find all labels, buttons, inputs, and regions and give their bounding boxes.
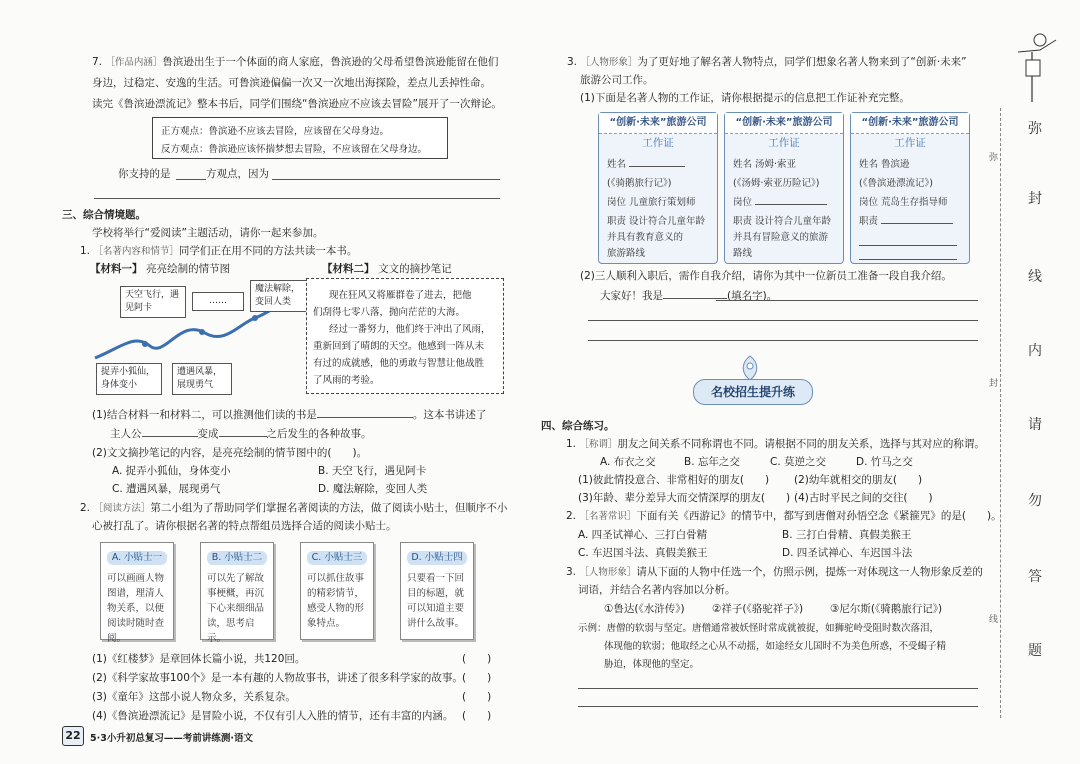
tip-body-c: 可以抓住故事的精彩情节，感受人物的形象特点。	[307, 573, 365, 629]
tip-body-a: 可以画画人物图谱，理清人物关系，以便阅读时随时查阅。	[107, 573, 165, 644]
answer-blank-1[interactable]	[578, 688, 978, 689]
card1-row6: 旅游路线	[607, 248, 646, 259]
margin-char-4: 内	[1028, 343, 1042, 359]
margin-char-3: 线	[1028, 269, 1042, 285]
example-line3: 胁迫，体现他的坚定。	[604, 659, 700, 670]
xyj-opt-d[interactable]: D. 四圣试禅心、车迟国斗法	[782, 547, 913, 559]
r-q3-line2: 旅游公司工作。	[580, 74, 654, 86]
q7-line1: 7. ［作品内涵］鲁滨逊出生于一个体面的商人家庭，鲁滨逊的父母希望鲁滨逊能留在他们	[92, 56, 499, 68]
card3-row1: 姓名 鲁滨逊	[859, 159, 910, 170]
card3-sub: 工作证	[894, 137, 926, 149]
title-opt-b: B. 忘年之交	[684, 456, 740, 468]
card3-head: “创新·未来”旅游公司	[851, 113, 969, 134]
note-line-6: 了风雨的考验。	[313, 375, 380, 386]
s4q3-line2: 词语，并结合名著内容加以分析。	[578, 584, 736, 596]
plot-bubble-e: 遭遇风暴，展现勇气	[172, 363, 232, 395]
footer-title: 5·3小升初总复习——考前讲练测·语文	[90, 733, 253, 744]
plot-bubble-c: 魔法解除，变回人类	[250, 280, 308, 312]
margin-char-6: 勿	[1028, 493, 1042, 509]
tip-item-4: (4)《鲁滨逊漂流记》是冒险小说，不仅有引人入胜的情节，还有丰富的内涵。	[92, 710, 454, 722]
note-line-2: 们刮得七零八落，抛向茫茫的大海。	[313, 307, 466, 318]
card1-sub: 工作证	[642, 137, 674, 149]
card3-blank-3[interactable]	[859, 259, 957, 260]
margin-char-7: 答	[1028, 569, 1042, 585]
tip-item-1: (1)《红楼梦》是章回体长篇小说，共120回。	[92, 653, 306, 665]
tip-item-2: (2)《科学家故事100个》是一本有趣的人物故事书，讲述了很多科学家的故事。	[92, 672, 463, 684]
answer-paren-4[interactable]: ( )	[462, 710, 492, 722]
answer-paren-1[interactable]: ( )	[462, 653, 492, 665]
section3-intro: 学校将举行“爱阅读”主题活动，请你一起来参加。	[92, 227, 324, 239]
tip-body-d: 只要看一下回目的标题，就可以知道主要讲什么故事。	[407, 573, 465, 629]
rocket-icon	[728, 354, 772, 382]
answer-paren-3[interactable]: ( )	[462, 691, 492, 703]
margin-small-3: 线	[989, 615, 999, 625]
relation-2[interactable]: (2)幼年就相交的朋友( )	[794, 474, 923, 486]
relation-4[interactable]: (4)古时平民之间的交往( )	[794, 492, 933, 504]
promo-banner: 名校招生提升练	[693, 379, 813, 405]
card3-row4: 职责	[859, 213, 953, 227]
card3-row3: 岗位 荒岛生存指导师	[859, 197, 948, 208]
s4q1-line: 1. ［称谓］朋友之间关系不同称谓也不同。请根据不同的朋友关系，选择与其对应的称谓。	[566, 438, 985, 450]
card2-row4: 职责 设计符合儿童年龄	[733, 216, 832, 227]
s3q2-line2: 心被打乱了。请你根据名著的特点帮组员选择合适的阅读小贴士。	[92, 520, 397, 532]
example-line1: 示例：唐僧的软弱与坚定。唐僧通常被妖怪时常成就被捉，如狮驼岭受阻时数次落泪，	[578, 623, 940, 634]
pro-view: 正方观点：鲁滨逊不应该去冒险，应该留在父母身边。	[161, 126, 390, 137]
page-number: 22	[62, 726, 84, 746]
title-opt-c: C. 莫逆之交	[770, 456, 827, 468]
xyj-opt-c[interactable]: C. 车迟国斗法、真假美猴王	[578, 547, 708, 559]
intro-line: 大家好！我是 (填名字)。	[600, 290, 778, 302]
example-line2: 体现他的软弱；他取经之心从不动摇，如途经女儿国时不为美色所惑，不受蝎子精	[604, 641, 947, 652]
tip-title-c: C. 小贴士三	[307, 551, 367, 565]
relation-1[interactable]: (1)彼此情投意合、非常相好的朋友( )	[578, 474, 770, 486]
s4q2-line: 2. ［名著常识］下面有关《西游记》的情节中，都写到唐僧对孙悟空念《紧箍咒》的是( )。	[566, 510, 1002, 522]
card1-row5: 并具有教育意义的	[607, 232, 684, 243]
tip-title-b: B. 小贴士二	[207, 551, 267, 565]
support-reason-blank-2[interactable]	[94, 198, 500, 199]
option-b[interactable]: B. 天空飞行，遇见阿卡	[318, 465, 427, 477]
s3q2-line1: 2. ［阅读方法］第二小组为了帮助同学们掌握名著阅读的方法，做了阅读小贴士，但顺序不小	[80, 502, 508, 514]
s1-line2: 主人公 变成 之后发生的各种故事。	[110, 428, 372, 440]
r-q3-sub1: (1)下面是名著人物的工作证，请你根据提示的信息把工作证补充完整。	[580, 92, 910, 104]
card1-row4: 职责 设计符合儿童年龄	[607, 216, 706, 227]
card2-row6: 路线	[733, 248, 753, 259]
char-1: ①鲁达(《水浒传》)	[604, 603, 685, 615]
q7-line3: 读完《鲁滨逊漂流记》整本书后，同学们围绕“鲁滨逊应不应该去冒险”展开了一次辩论。	[92, 98, 502, 110]
relation-3[interactable]: (3)年龄、辈分差异大而交情深厚的朋友( )	[578, 492, 791, 504]
tip-body-b: 可以先了解故事梗概，再沉下心来细细品读，思考启示。	[207, 573, 265, 644]
option-c[interactable]: C. 遭遇风暴，展现勇气	[112, 483, 221, 495]
note-box	[306, 278, 504, 394]
tip-card-c	[300, 542, 374, 640]
plot-bubble-b: ……	[192, 292, 244, 311]
margin-small-2: 封	[989, 379, 999, 389]
tip-title-d: D. 小贴士四	[407, 551, 467, 565]
title-opt-d: D. 竹马之交	[856, 456, 913, 468]
card1-row3: 岗位 儿童旅行策划师	[607, 197, 696, 208]
work-card-3	[850, 112, 970, 264]
xyj-opt-a[interactable]: A. 四圣试禅心、三打白骨精	[578, 529, 708, 541]
margin-char-1: 弥	[1028, 121, 1042, 137]
support-b: 方观点，因为	[206, 168, 269, 180]
note-line-3: 经过一番努力，他们终于冲出了风雨，	[329, 324, 491, 335]
margin-char-8: 题	[1028, 643, 1042, 659]
tip-title-a: A. 小贴士一	[107, 551, 167, 565]
s2-question: (2)文文摘抄笔记的内容，是亮亮绘制的情节图中的( )。	[92, 447, 368, 459]
support-a: 你支持的是	[118, 168, 171, 180]
debate-box	[152, 117, 448, 159]
note-line-4: 重新回到了晴朗的天空。他感到一阵从未	[313, 341, 485, 352]
answer-paren-2[interactable]: ( )	[462, 672, 492, 684]
card2-row1: 姓名 汤姆·索亚	[733, 159, 797, 170]
intro-blank-2[interactable]	[588, 320, 978, 321]
s4q3-line1: 3. ［人物形象］请从下面的人物中任选一个，仿照示例，提炼一对体现这一人物形象反差的	[566, 566, 983, 578]
r-q3-line1: 3. ［人物形象］为了更好地了解名著人物特点，同学们想象名著人物来到了“创新·未来”	[567, 56, 967, 68]
section4-title: 四、综合练习。	[541, 420, 615, 432]
intro-blank-3[interactable]	[588, 340, 978, 341]
tip-card-b	[200, 542, 274, 644]
q7-line2: 身边，过稳定、安逸的生活。可鲁滨逊偏偏一次又一次地出海探险，差点儿丢掉性命。	[92, 77, 491, 89]
r-q3-sub2: (2)三人顺利入职后，需作自我介绍，请你为其中一位新员工准备一段自我介绍。	[580, 270, 952, 282]
material2-title: 【材料二】 文文的摘抄笔记	[322, 263, 452, 275]
margin-figure-icon	[1010, 22, 1066, 108]
material1-title: 【材料一】 亮亮绘制的情节图	[90, 263, 231, 275]
char-3: ③尼尔斯(《骑鹅旅行记》)	[830, 603, 943, 615]
tip-card-a	[100, 542, 174, 644]
card2-row3: 岗位	[733, 194, 827, 208]
option-d[interactable]: D. 魔法解除，变回人类	[318, 483, 428, 495]
xyj-opt-b[interactable]: B. 三打白骨精、真假美猴王	[782, 529, 912, 541]
card2-head: “创新·未来”旅游公司	[725, 113, 843, 134]
support-side-blank[interactable]	[176, 179, 206, 180]
work-card-1	[598, 112, 718, 264]
title-opt-a: A. 布衣之交	[600, 456, 656, 468]
card3-row2: (《鲁滨逊漂流记》)	[859, 178, 933, 189]
card1-row2: (《骑鹅旅行记》)	[607, 178, 672, 189]
section3-title: 三、综合情境题。	[62, 209, 146, 221]
answer-blank-2[interactable]	[578, 706, 978, 707]
intro-blank-1[interactable]	[716, 300, 978, 301]
card1-row1: 姓名	[607, 156, 685, 170]
seal-line	[1000, 108, 1002, 718]
margin-char-5: 请	[1028, 417, 1042, 433]
plot-bubble-d: 捉弄小狐仙，身体变小	[96, 363, 162, 395]
note-line-5: 有过的成就感，他的勇敢与智慧让他战胜	[313, 358, 485, 369]
plot-bubble-a: 天空飞行，遇见阿卡	[120, 286, 186, 318]
tip-card-d	[400, 542, 474, 640]
margin-char-2: 封	[1028, 191, 1042, 207]
margin-small-1: 弥	[989, 153, 999, 163]
support-reason-blank[interactable]	[272, 179, 500, 180]
tip-item-3: (3)《童年》这部小说人物众多，关系复杂。	[92, 691, 296, 703]
card2-row2: (《汤姆·索亚历险记》)	[733, 178, 820, 189]
s3q1-line: 1. ［名著内容和情节］同学们正在用不同的方法共读一本书。	[80, 245, 358, 257]
card2-row5: 并具有冒险意义的旅游	[733, 232, 829, 243]
con-view: 反方观点：鲁滨逊应该怀揣梦想去冒险，不应该留在父母身边。	[161, 144, 428, 155]
work-card-2	[724, 112, 844, 264]
s1-line1: (1)结合材料一和材料二，可以推测他们读的书是 。这本书讲述了	[92, 409, 487, 421]
note-line-1: 现在狂风又将雁群卷了进去，把他	[329, 290, 472, 301]
card1-head: “创新·未来”旅游公司	[599, 113, 717, 134]
option-a[interactable]: A. 捉弄小狐仙，身体变小	[112, 465, 231, 477]
card2-sub: 工作证	[768, 137, 800, 149]
card3-blank-2[interactable]	[859, 245, 957, 246]
char-2: ②祥子(《骆驼祥子》)	[712, 603, 804, 615]
